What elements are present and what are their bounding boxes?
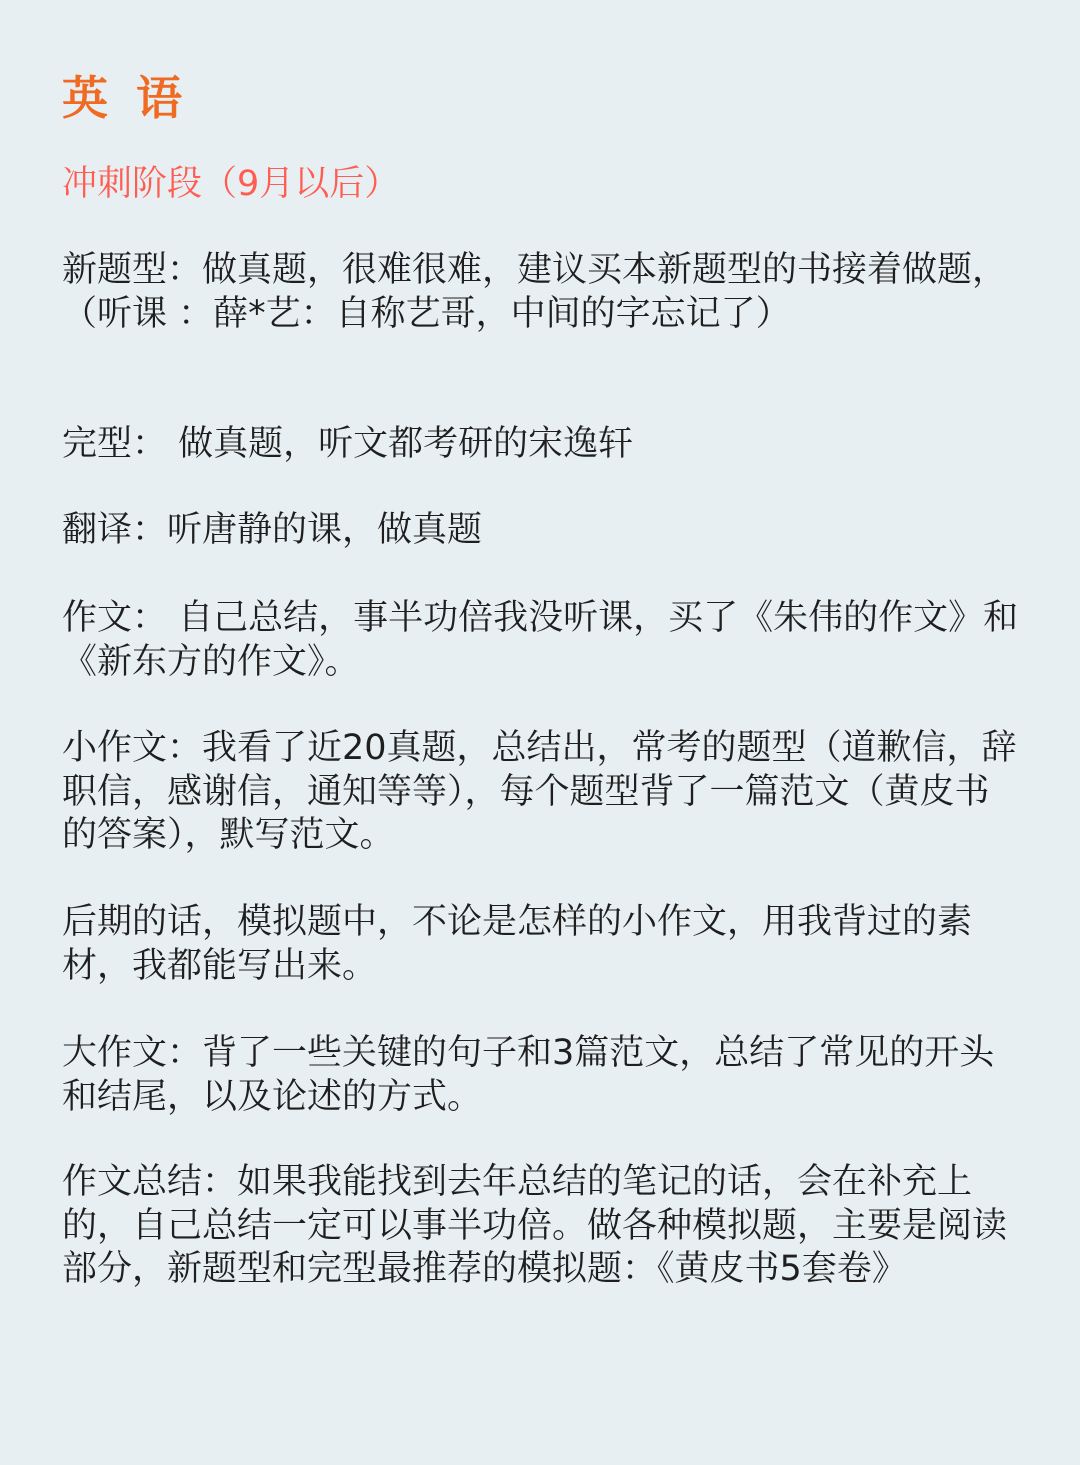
paragraph-translation: 翻译：听唐静的课，做真题 xyxy=(62,510,483,550)
paragraph-short-essay: 小作文：我看了近20真题，总结出，常考的题型（道歉信，辞职信，感谢信，通知等等），每个题型背了一篇范文（黄皮书的答案），默写范文。 xyxy=(62,728,1017,855)
paragraph-cloze: 完型： 做真题，听文都考研的宋逸轩 xyxy=(62,424,634,464)
section-subtitle: 冲刺阶段（9月以后） xyxy=(62,164,400,204)
paragraph-writing-summary: 作文总结：如果我能找到去年总结的笔记的话，会在补充上的，自己总结一定可以事半功倍。做各种模拟题，主要是阅读部分，新题型和完型最推荐的模拟题：《黄皮书5套卷》 xyxy=(62,1162,1008,1289)
page-title: 英 语 xyxy=(62,71,189,125)
paragraph-new-question-type: 新题型：做真题，很难很难，建议买本新题型的书接着做题，（听课 ：薛*艺：自称艺哥，中间的字忘记了） xyxy=(62,250,1008,334)
paragraph-long-essay: 大作文：背了一些关键的句子和3篇范文，总结了常见的开头和结尾，以及论述的方式。 xyxy=(62,1033,995,1117)
paragraph-writing: 作文： 自己总结，事半功倍我没听课，买了《朱伟的作文》和《新东方的作文》。 xyxy=(62,598,1019,682)
paragraph-later-stage: 后期的话，模拟题中，不论是怎样的小作文，用我背过的素材，我都能写出来。 xyxy=(62,902,973,986)
